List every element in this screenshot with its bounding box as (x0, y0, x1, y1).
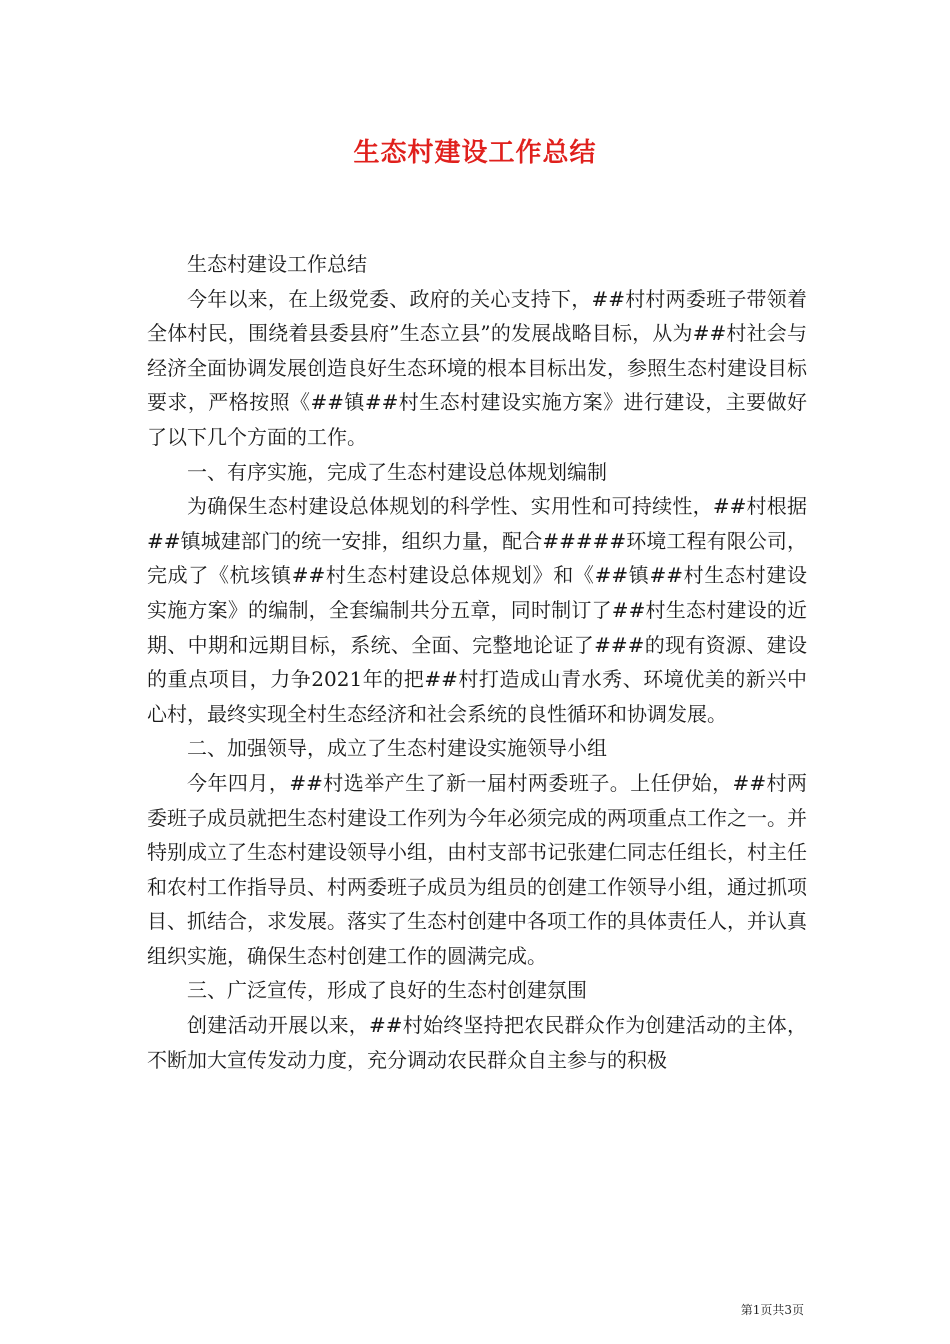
paragraph-intro: 今年以来，在上级党委、政府的关心支持下，##村村两委班子带领着全体村民，围绕着县委县府”生态立县”的发展战略目标，从为##村社会与经济全面协调发展创造良好生态环境的根本目标出发，参照生态村建设目标要求，严格按照《##镇##村生态村建设实施方案》进行建设，主要做好了以下几个方面的工作。 (147, 286, 807, 449)
paragraph-section-3: 创建活动开展以来，##村始终坚持把农民群众作为创建活动的主体，不断加大宣传发动力度，充分调动农民群众自主参与的积极 (147, 1013, 807, 1072)
paragraph-section-1: 为确保生态村建设总体规划的科学性、实用性和可持续性，##村根据##镇城建部门的统一安排，组织力量，配合#####环境工程有限公司，完成了《杭垓镇##村生态村建设总体规划》和《##镇##村生态村建设实施方案》的编制，全套编制共分五章，同时制订了##村生态村建设的近期、中期和远期目标，系统、全面、完整地论证了###的现有资源、建设的重点项目，力争2021年的把##村打造成山青水秀、环境优美的新兴中心村，最终实现全村生态经济和社会系统的良性循环和协调发展。 (147, 494, 807, 726)
paragraph-section-2: 今年四月，##村选举产生了新一届村两委班子。上任伊始，##村两委班子成员就把生态村建设工作列为今年必须完成的两项重点工作之一。并特别成立了生态村建设领导小组，由村支部书记张建仁同志任组长，村主任和农村工作指导员、村两委班子成员为组员的创建工作领导小组，通过抓项目、抓结合，求发展。落实了生态村创建中各项工作的具体责任人，并认真组织实施，确保生态村创建工作的圆满完成。 (147, 770, 807, 968)
section-heading-1: 一、有序实施，完成了生态村建设总体规划编制 (187, 459, 607, 484)
section-heading-2: 二、加强领导，成立了生态村建设实施领导小组 (187, 736, 607, 761)
document-title: 生态村建设工作总结 (353, 138, 597, 168)
document-body (147, 247, 807, 1077)
page-indicator: 第1页共3页 (740, 1303, 804, 1317)
section-heading-3: 三、广泛宣传，形成了良好的生态村创建氛围 (187, 978, 587, 1003)
body-heading-title: 生态村建设工作总结 (187, 252, 367, 276)
